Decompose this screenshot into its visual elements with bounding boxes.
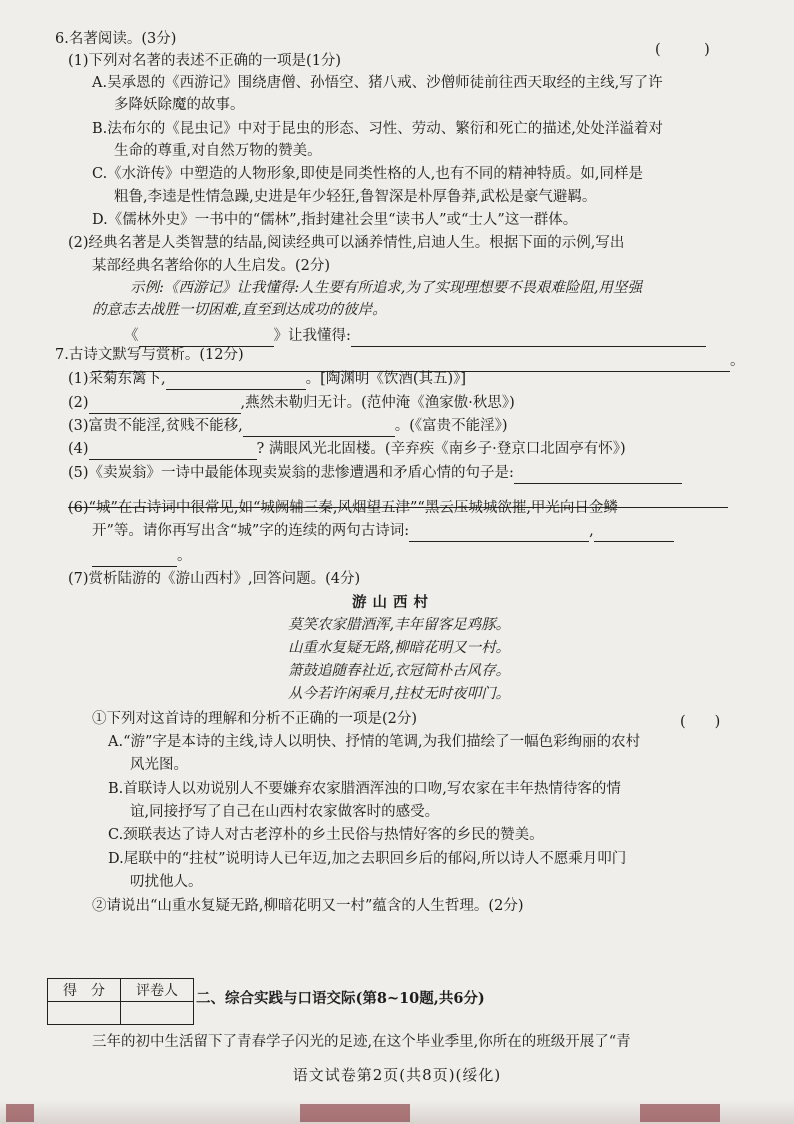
q7-l4-blank[interactable] xyxy=(89,443,257,460)
q7-line1 xyxy=(68,368,466,390)
q7-l6-end: 。 xyxy=(177,548,192,564)
q7-l2-suffix: ,燕然未勒归无计。(范仲淹《渔家傲·秋思》) xyxy=(240,395,515,411)
q7-l3-suffix: 。(《富贵不能淫》) xyxy=(394,418,508,434)
score-table xyxy=(47,978,194,1025)
q7-l6-blank-3[interactable] xyxy=(92,550,177,567)
q7-l1-suffix: 。[陶渊明《饮酒(其五)》] xyxy=(305,371,467,387)
q7-opt-a1: A.“游”字是本诗的主线,诗人以明快、抒情的笔调,为我们描绘了一幅色彩绚丽的农村 xyxy=(108,734,641,750)
q6-option-a2: 多降妖除魔的故事。 xyxy=(114,97,245,113)
q7-subq2: ②请说出“山重水复疑无路,柳暗花明又一村”蕴含的人生哲理。(2分) xyxy=(92,898,524,914)
q7-title: 7.古诗文默写与赏析。(12分) xyxy=(55,347,244,363)
q7-sub7: (7)赏析陆游的《游山西村》,回答问题。(4分) xyxy=(68,571,361,587)
q6-option-b1: B.法布尔的《昆虫记》中对于昆虫的形态、习性、劳动、繁衍和死亡的描述,处处洋溢着对 xyxy=(92,121,663,137)
q6-fill-end: 。 xyxy=(730,353,745,369)
q6-option-b2: 生命的尊重,对自然万物的赞美。 xyxy=(114,143,322,159)
q6-answer-paren[interactable]: ( ) xyxy=(655,42,710,58)
grader-header: 评卷人 xyxy=(121,979,194,1002)
q6-sub2-line1: (2)经典名著是人类智慧的结晶,阅读经典可以涵养情性,启迪人生。根据下面的示例,写出 xyxy=(68,235,625,251)
q7-opt-d1: D.尾联中的“拄杖”说明诗人已年迈,加之去职回乡后的郁闷,所以诗人不愿乘月叩门 xyxy=(108,851,627,867)
q7-opt-c: C.颈联表达了诗人对古老淳朴的乡土民俗与热情好客的乡民的赞美。 xyxy=(108,827,544,843)
poem-line-3: 箫鼓追随春社近,衣冠简朴古风存。 xyxy=(288,663,511,679)
grader-cell[interactable] xyxy=(121,1002,194,1025)
edge-mark xyxy=(6,1104,34,1122)
q7-line6c xyxy=(92,545,192,567)
q7-l5-blank[interactable] xyxy=(514,467,682,484)
poem-line-2: 山重水复疑无路,柳暗花明又一村。 xyxy=(288,640,511,656)
q6-option-c2: 粗鲁,李逵是性情急躁,史进是年少轻狂,鲁智深是朴厚鲁莽,武松是豪气避羁。 xyxy=(114,189,597,205)
q7-line6a: (6)“城”在古诗词中很常见,如“城阙辅三秦,风烟望五津”“黑云压城城欲摧,甲光向日金鳞 xyxy=(68,500,618,516)
q7-l1-blank[interactable] xyxy=(166,373,306,390)
edge-mark xyxy=(640,1104,720,1122)
q6-sub1: (1)下列对名著的表述不正确的一项是(1分) xyxy=(68,53,342,69)
q6-option-c1: C.《水浒传》中塑造的人物形象,即使是同类性格的人,也有不同的精神特质。如,同样是 xyxy=(92,166,644,182)
q7-opt-b1: B.首联诗人以劝说别人不要嫌弃农家腊酒浑浊的口吻,写农家在丰年热情待客的情 xyxy=(108,781,621,797)
q7-opt-b2: 谊,同接抒写了自己在山西村农家做客时的感受。 xyxy=(130,804,440,820)
q7-l4-prefix: (4) xyxy=(68,441,89,457)
q6-fill-open: 《 xyxy=(124,328,139,344)
q7-subq1: ①下列对这首诗的理解和分析不正确的一项是(2分) xyxy=(92,711,418,727)
q7-opt-d2: 叨扰他人。 xyxy=(130,874,203,890)
section2-heading: 二、综合实践与口语交际(第8~10题,共6分) xyxy=(196,990,485,1007)
q7-l1-prefix: (1)采菊东篱下, xyxy=(68,371,166,387)
score-cell[interactable] xyxy=(48,1002,121,1025)
poem-line-1: 莫笑农家腊酒浑,丰年留客足鸡豚。 xyxy=(288,617,511,633)
score-header: 得 分 xyxy=(48,979,121,1002)
scan-edge-strip xyxy=(0,1100,794,1124)
q7-l6-text: 开”等。请你再写出含“城”字的连续的两句古诗词: xyxy=(92,523,410,539)
q7-opt-a2: 风光图。 xyxy=(130,757,188,773)
q7-l5-text: (5)《卖炭翁》一诗中最能体现卖炭翁的悲惨遭遇和矛盾心情的句子是: xyxy=(68,465,514,481)
q7-l3-blank[interactable] xyxy=(243,420,395,437)
q6-fill-mid: 》让我懂得: xyxy=(273,328,351,344)
page-footer: 语文试卷第2页(共8页)(绥化) xyxy=(292,1066,502,1084)
poem-line-4: 从今若许闲乘月,拄杖无时夜叩门。 xyxy=(288,686,511,702)
q7-line5 xyxy=(68,462,682,484)
q7-subq1-paren[interactable]: ( ) xyxy=(680,714,721,730)
q6-title: 6.名著阅读。(3分) xyxy=(55,31,177,47)
q6-insight-blank[interactable] xyxy=(351,330,706,347)
q6-option-d: D.《儒林外史》一书中的“儒林”,指封建社会里“读书人”或“士人”这一群体。 xyxy=(92,212,578,228)
q6-example-line1: 示例:《西游记》让我懂得:人生要有所追求,为了实现理想要不畏艰难险阻,用坚强 xyxy=(130,280,642,296)
q7-l6-blank-1[interactable] xyxy=(409,525,589,542)
q7-line4 xyxy=(68,438,626,460)
q6-example-line2: 的意志去战胜一切困难,直至到达成功的彼岸。 xyxy=(92,302,387,318)
q7-line6b: 开”等。请你再写出含“城”字的连续的两句古诗词: , xyxy=(92,520,674,542)
q7-l4-suffix: ? 满眼风光北固楼。(辛弃疾《南乡子·登京口北固亭有怀》) xyxy=(256,441,626,457)
q7-line3 xyxy=(68,415,508,437)
q7-l6-blank-2[interactable] xyxy=(594,525,674,542)
q6-option-a1: A.吴承恩的《西游记》围绕唐僧、孙悟空、猪八戒、沙僧师徒前往西天取经的主线,写了许 xyxy=(92,75,663,91)
q7-l2-blank[interactable] xyxy=(89,397,241,414)
q7-l3-prefix: (3)富贵不能淫,贫贱不能移, xyxy=(68,418,243,434)
q7-line2 xyxy=(68,392,515,414)
q6-sub2-line2: 某部经典名著给你的人生启发。(2分) xyxy=(92,258,331,274)
q7-l2-prefix: (2) xyxy=(68,395,89,411)
edge-mark xyxy=(300,1104,410,1122)
poem-title: 游山西村 xyxy=(352,594,434,611)
section2-intro: 三年的初中生活留下了青春学子闪光的足迹,在这个毕业季里,你所在的班级开展了“青 xyxy=(92,1034,631,1050)
